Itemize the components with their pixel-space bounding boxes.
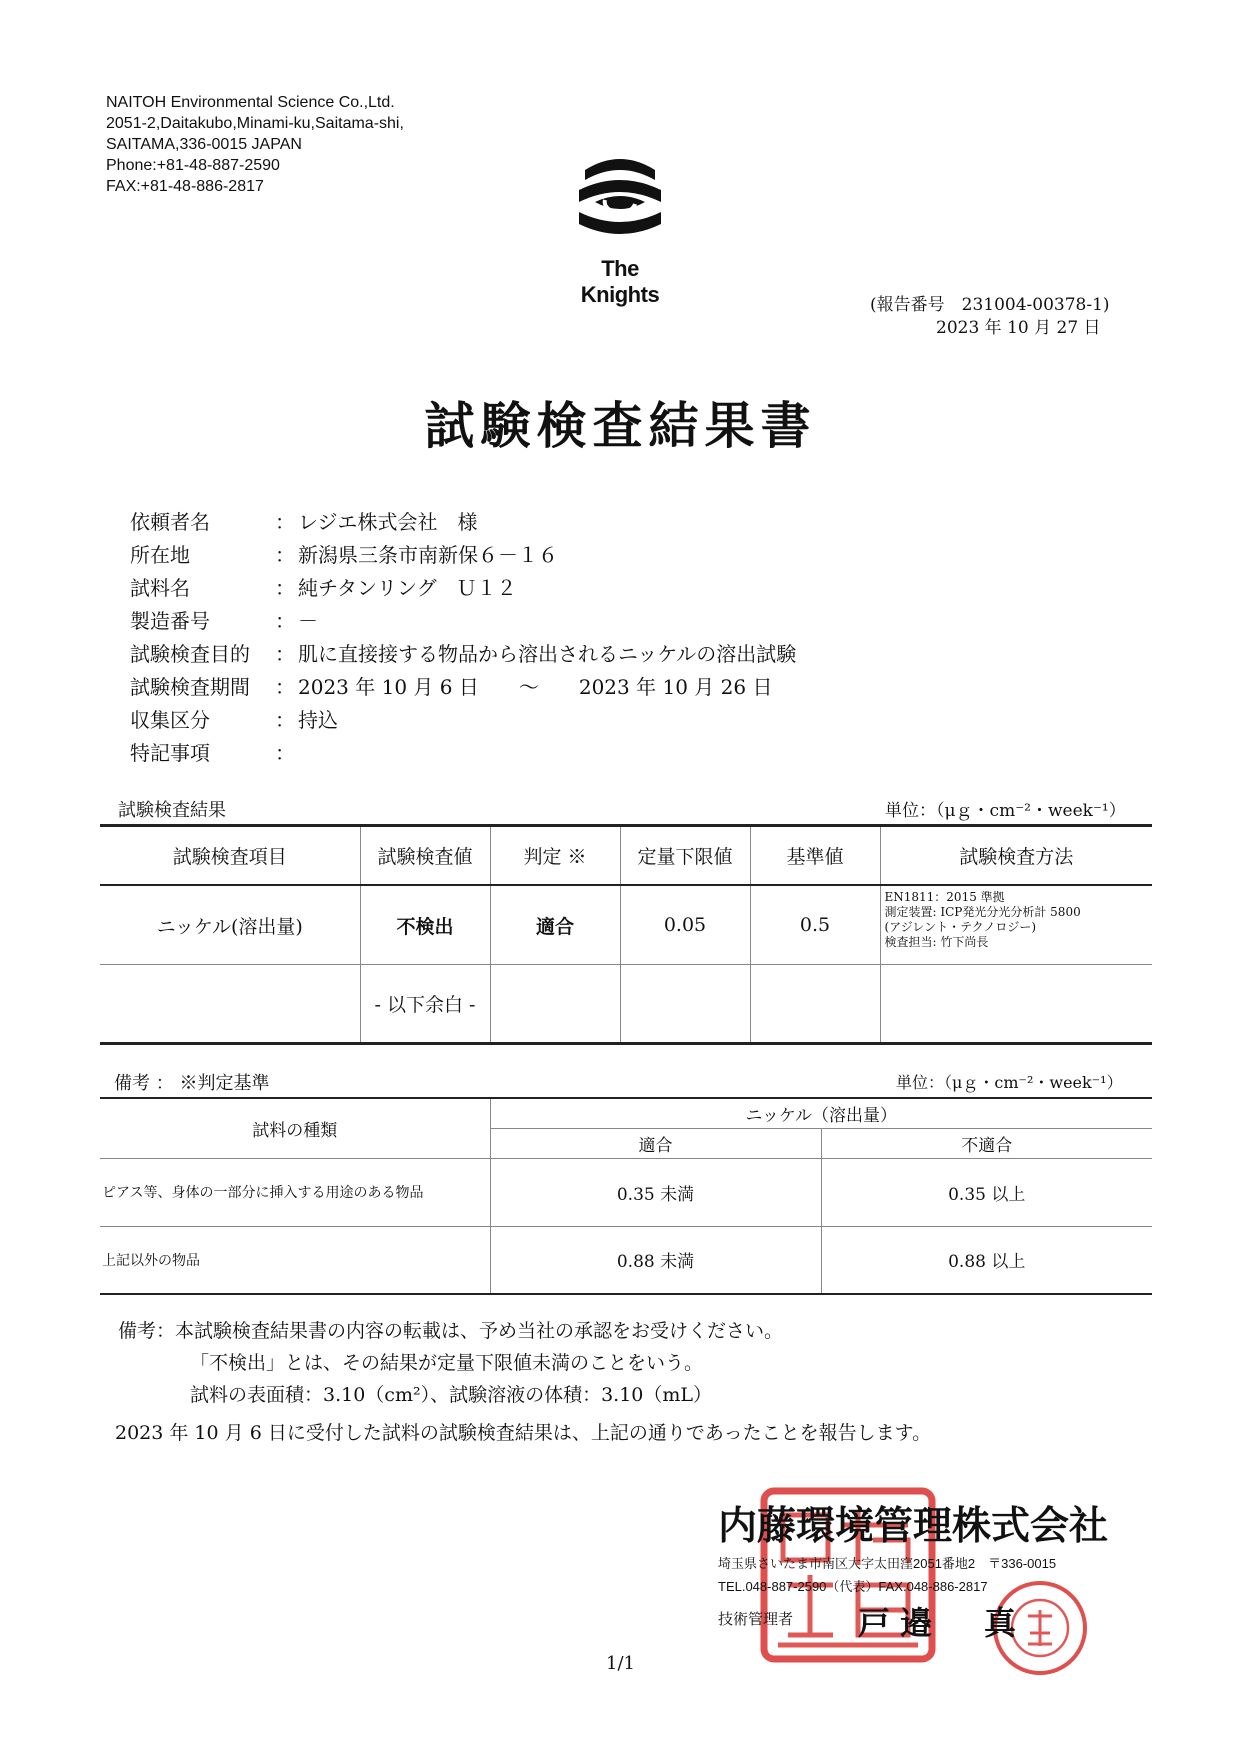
header-item: 試験検査項目 — [100, 826, 360, 886]
report-date: 2023 年 10 月 27 日 — [936, 318, 1101, 338]
company-address-line-1: 2051-2,Daitakubo,Minami-ku,Saitama-shi, — [106, 115, 404, 132]
criteria-row-label: 上記以外の物品 — [100, 1226, 490, 1294]
criteria-row-label: ピアス等、身体の一部分に挿入する用途のある物品 — [100, 1158, 490, 1226]
criteria-fail: 0.88 以上 — [948, 1252, 1026, 1273]
report-statement: 2023 年 10 月 6 日に受付した試料の試験検査結果は、上記の通りであったことを報告します。 — [115, 1422, 932, 1444]
empty-cell — [880, 965, 1152, 1044]
results-caption: 試験検査結果 — [118, 800, 226, 821]
result-item: ニッケル(溶出量) — [100, 885, 360, 965]
company-fax: FAX:+81-48-886-2817 — [106, 178, 264, 195]
company-name-en: NAITOH Environmental Science Co.,Ltd. — [106, 94, 395, 111]
info-colon: ： — [275, 708, 295, 732]
info-label: 製造番号 — [130, 609, 210, 633]
criteria-header-row — [100, 1098, 1152, 1128]
knights-logo — [560, 150, 680, 307]
table-row — [100, 1158, 1152, 1226]
results-table — [100, 824, 1152, 1045]
criteria-unit: 単位：（μｇ・cm⁻²・week⁻¹） — [896, 1073, 1123, 1092]
page-number: 1/1 — [606, 1653, 635, 1674]
info-value: 純チタンリング Ｕ１２ — [298, 576, 517, 600]
info-value: 2023 年 10 月 6 日 ～ 2023 年 10 月 26 日 — [298, 675, 773, 699]
info-value: レジエ株式会社 様 — [298, 510, 478, 534]
results-header-row — [100, 826, 1152, 886]
result-standard: 0.5 — [750, 885, 880, 965]
empty-cell — [100, 965, 360, 1044]
note-line: 「不検出」とは、その結果が定量下限値未満のことをいう。 — [190, 1352, 704, 1374]
empty-cell — [490, 965, 620, 1044]
results-unit: 単位：（μｇ・cm⁻²・week⁻¹） — [885, 801, 1126, 821]
header-nickel: ニッケル（溶出量） — [490, 1098, 1152, 1128]
header-judgement: 判定 ※ — [490, 826, 620, 886]
info-label: 試験検査目的 — [130, 642, 250, 666]
info-label: 収集区分 — [130, 708, 210, 732]
end-marker: - 以下余白 - — [360, 965, 490, 1044]
criteria-fail: 0.35 以上 — [821, 1158, 1152, 1226]
empty-cell — [620, 965, 750, 1044]
info-colon: ： — [275, 741, 295, 765]
header-fail: 不適合 — [821, 1128, 1152, 1158]
result-method — [880, 885, 1152, 965]
info-label: 所在地 — [130, 543, 190, 567]
info-value: 肌に直接接する物品から溶出されるニッケルの溶出試験 — [298, 642, 797, 666]
table-row — [100, 1226, 1152, 1294]
note-line: 備考：本試験検査結果書の内容の転載は、予め当社の承認をお受けください。 — [118, 1320, 784, 1342]
method-line: (アジレント・テクノロジー) — [884, 920, 1037, 934]
info-colon: ： — [275, 675, 295, 699]
info-label: 試料名 — [130, 576, 190, 600]
method-line: 検査担当: 竹下尚長 — [884, 935, 989, 949]
criteria-caption: 備考 ： ※判定基準 — [114, 1073, 270, 1094]
result-lower-limit: 0.05 — [620, 885, 750, 965]
note-line: 試料の表面積：3.10（cm²）、試験溶液の体積：3.10（mL） — [190, 1384, 713, 1406]
empty-cell — [750, 965, 880, 1044]
result-value: 不検出 — [360, 885, 490, 965]
info-value: 新潟県三条市南新保６－１６ — [298, 543, 558, 567]
table-row — [100, 965, 1152, 1044]
logo-text: The Knights — [580, 256, 660, 307]
issuer-tel-fax: TEL.048-887-2590（代表）FAX.048-886-2817 — [718, 1579, 988, 1594]
table-row — [100, 885, 1152, 965]
header-standard: 基準値 — [750, 826, 880, 886]
header-lower-limit: 定量下限値 — [620, 826, 750, 886]
header-method: 試験検査方法 — [880, 826, 1152, 886]
info-label: 依頼者名 — [130, 510, 210, 534]
info-label: 試験検査期間 — [130, 675, 250, 699]
info-colon: ： — [275, 576, 295, 600]
header-value: 試験検査値 — [360, 826, 490, 886]
issuer-name: 内藤環境管理株式会社 — [718, 1505, 1109, 1548]
method-line: EN1811：2015 準拠 — [884, 890, 1005, 904]
notes-block — [118, 1315, 783, 1411]
criteria-pass: 0.35 未満 — [490, 1158, 821, 1226]
info-value: 持込 — [298, 708, 338, 732]
info-colon: ： — [275, 510, 295, 534]
knights-emblem-icon — [575, 150, 665, 250]
info-label: 特記事項 — [130, 741, 210, 765]
header-sample-type: 試料の種類 — [100, 1098, 490, 1158]
issuer-manager-title: 技術管理者 — [718, 1611, 794, 1628]
issuer-address: 埼玉県さいたま市南区大字太田窪2051番地2 〒336-0015 — [718, 1556, 1057, 1571]
company-address-block — [106, 92, 404, 197]
report-number: (報告番号 231004-00378-1) — [870, 295, 1110, 315]
header-pass: 適合 — [490, 1128, 821, 1158]
issuer-manager-name: 戸邉 真 — [858, 1605, 1027, 1641]
company-phone: Phone:+81-48-887-2590 — [106, 157, 280, 174]
company-address-line-2: SAITAMA,336-0015 JAPAN — [106, 136, 302, 153]
criteria-pass: 0.88 未満 — [490, 1226, 821, 1294]
info-value: － — [298, 609, 318, 633]
method-line: 測定装置: ICP発光分光分析計 5800 — [884, 905, 1081, 919]
document-title: 試験検査結果書 — [424, 396, 817, 455]
info-colon: ： — [275, 642, 295, 666]
info-colon: ： — [275, 543, 295, 567]
criteria-table — [100, 1097, 1152, 1295]
info-colon: ： — [275, 609, 295, 633]
result-judgement: 適合 — [490, 885, 620, 965]
